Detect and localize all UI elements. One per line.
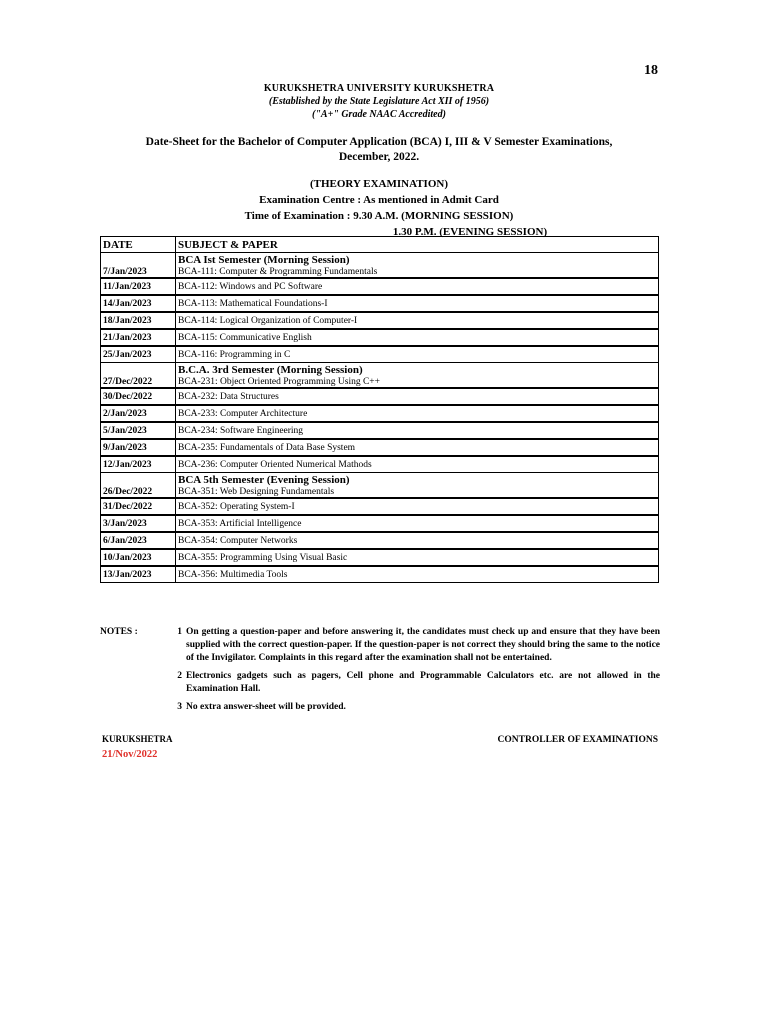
note-number: 3 bbox=[177, 702, 182, 712]
subject-cell: BCA-115: Communicative English bbox=[176, 329, 659, 346]
note-item bbox=[100, 670, 660, 696]
subject-cell: BCA-235: Fundamentals of Data Base System bbox=[176, 439, 659, 456]
exam-date: 30/Dec/2022 bbox=[101, 388, 176, 405]
table-row bbox=[101, 405, 659, 422]
table-row bbox=[101, 532, 659, 549]
note-text: No extra answer-sheet will be provided. bbox=[186, 702, 346, 712]
subject-paper: BCA-231: Object Oriented Programming Using C++ bbox=[178, 377, 381, 387]
semester-heading: BCA 5th Semester (Evening Session) bbox=[178, 474, 350, 486]
table-row bbox=[101, 388, 659, 405]
subject-cell: BCA-352: Operating System-I bbox=[176, 498, 659, 515]
table-row bbox=[101, 253, 659, 279]
exam-date: 13/Jan/2023 bbox=[101, 566, 176, 583]
subject-cell bbox=[176, 253, 659, 279]
note-text: On getting a question-paper and before answering it, the candidates must check up and ensure that they have been supplied with the correct question-paper. If the question-paper is not correct they should bring the same to the notice of the Invigilator. Complaints in this regard after the examination shall not be entertained. bbox=[186, 627, 660, 663]
table-row bbox=[101, 329, 659, 346]
page-number: 18 bbox=[644, 63, 658, 78]
exam-date: 27/Dec/2022 bbox=[101, 363, 176, 389]
notes-label-spacer bbox=[100, 701, 170, 714]
university-name: KURUKSHETRA UNIVERSITY KURUKSHETRA bbox=[263, 83, 495, 94]
exam-date: 11/Jan/2023 bbox=[101, 278, 176, 295]
exam-date: 14/Jan/2023 bbox=[101, 295, 176, 312]
note-item bbox=[100, 701, 660, 714]
subject-cell: BCA-234: Software Engineering bbox=[176, 422, 659, 439]
exam-time-morning: Time of Examination : 9.30 A.M. (MORNING SESSION) bbox=[244, 210, 514, 222]
subject-cell: BCA-236: Computer Oriented Numerical Mathods bbox=[176, 456, 659, 473]
notes-section bbox=[100, 626, 660, 719]
table-row bbox=[101, 346, 659, 363]
exam-date: 18/Jan/2023 bbox=[101, 312, 176, 329]
subject-paper: BCA-351: Web Designing Fundamentals bbox=[178, 487, 335, 497]
subject-cell: BCA-355: Programming Using Visual Basic bbox=[176, 549, 659, 566]
subject-cell: BCA-114: Logical Organization of Computer-I bbox=[176, 312, 659, 329]
naac-grade: ("A+" Grade NAAC Accredited) bbox=[312, 109, 446, 120]
datesheet-body bbox=[101, 253, 659, 583]
exam-date: 31/Dec/2022 bbox=[101, 498, 176, 515]
semester-heading: B.C.A. 3rd Semester (Morning Session) bbox=[178, 364, 363, 376]
datesheet-table bbox=[100, 236, 659, 583]
footer-date: 21/Nov/2022 bbox=[102, 749, 158, 760]
subject-cell bbox=[176, 363, 659, 389]
exam-date: 2/Jan/2023 bbox=[101, 405, 176, 422]
exam-info bbox=[100, 176, 658, 240]
subject-cell: BCA-356: Multimedia Tools bbox=[176, 566, 659, 583]
subject-cell: BCA-232: Data Structures bbox=[176, 388, 659, 405]
table-row bbox=[101, 295, 659, 312]
subject-cell: BCA-354: Computer Networks bbox=[176, 532, 659, 549]
table-row bbox=[101, 456, 659, 473]
exam-date: 25/Jan/2023 bbox=[101, 346, 176, 363]
exam-date: 3/Jan/2023 bbox=[101, 515, 176, 532]
subject-cell: BCA-233: Computer Architecture bbox=[176, 405, 659, 422]
table-row bbox=[101, 312, 659, 329]
semester-heading: BCA Ist Semester (Morning Session) bbox=[178, 254, 350, 266]
exam-date: 5/Jan/2023 bbox=[101, 422, 176, 439]
notes-label-spacer bbox=[100, 670, 170, 696]
exam-date: 9/Jan/2023 bbox=[101, 439, 176, 456]
establishment-note: (Established by the State Legislature Act XII of 1956) bbox=[268, 96, 490, 107]
column-header-subject: SUBJECT & PAPER bbox=[176, 237, 659, 253]
exam-centre: Examination Centre : As mentioned in Admit Card bbox=[259, 194, 499, 206]
footer-place: KURUKSHETRA bbox=[102, 734, 173, 744]
subject-cell: BCA-112: Windows and PC Software bbox=[176, 278, 659, 295]
exam-date: 6/Jan/2023 bbox=[101, 532, 176, 549]
exam-date: 12/Jan/2023 bbox=[101, 456, 176, 473]
note-text: Electronics gadgets such as pagers, Cell phone and Programmable Calculators etc. are not allowed in the Examination Hall. bbox=[186, 671, 660, 694]
column-header-date: DATE bbox=[101, 237, 176, 253]
footer-signatory: CONTROLLER OF EXAMINATIONS bbox=[497, 735, 658, 745]
table-row bbox=[101, 422, 659, 439]
subject-cell: BCA-116: Programming in C bbox=[176, 346, 659, 363]
table-header-row bbox=[101, 237, 659, 253]
exam-time-evening: 1.30 P.M. (EVENING SESSION) bbox=[392, 226, 548, 238]
title-line-2: December, 2022. bbox=[338, 151, 420, 163]
note-number: 2 bbox=[177, 671, 182, 681]
table-row bbox=[101, 566, 659, 583]
table-row bbox=[101, 439, 659, 456]
table-row bbox=[101, 278, 659, 295]
note-item bbox=[100, 626, 660, 665]
exam-date: 10/Jan/2023 bbox=[101, 549, 176, 566]
table-row bbox=[101, 363, 659, 389]
university-header bbox=[100, 82, 658, 121]
exam-date: 26/Dec/2022 bbox=[101, 473, 176, 499]
subject-cell: BCA-113: Mathematical Foundations-I bbox=[176, 295, 659, 312]
exam-date: 7/Jan/2023 bbox=[101, 253, 176, 279]
subject-paper: BCA-111: Computer & Programming Fundamentals bbox=[178, 267, 378, 277]
table-row bbox=[101, 515, 659, 532]
notes-label: NOTES : bbox=[100, 627, 138, 637]
table-row bbox=[101, 498, 659, 515]
exam-date: 21/Jan/2023 bbox=[101, 329, 176, 346]
subject-cell: BCA-353: Artificial Intelligence bbox=[176, 515, 659, 532]
title-line-1: Date-Sheet for the Bachelor of Computer Application (BCA) I, III & V Semester Examinations, bbox=[145, 136, 613, 148]
note-number: 1 bbox=[177, 627, 182, 637]
document-title bbox=[100, 135, 658, 165]
exam-type: (THEORY EXAMINATION) bbox=[309, 178, 449, 190]
subject-cell bbox=[176, 473, 659, 499]
table-row bbox=[101, 549, 659, 566]
table-row bbox=[101, 473, 659, 499]
